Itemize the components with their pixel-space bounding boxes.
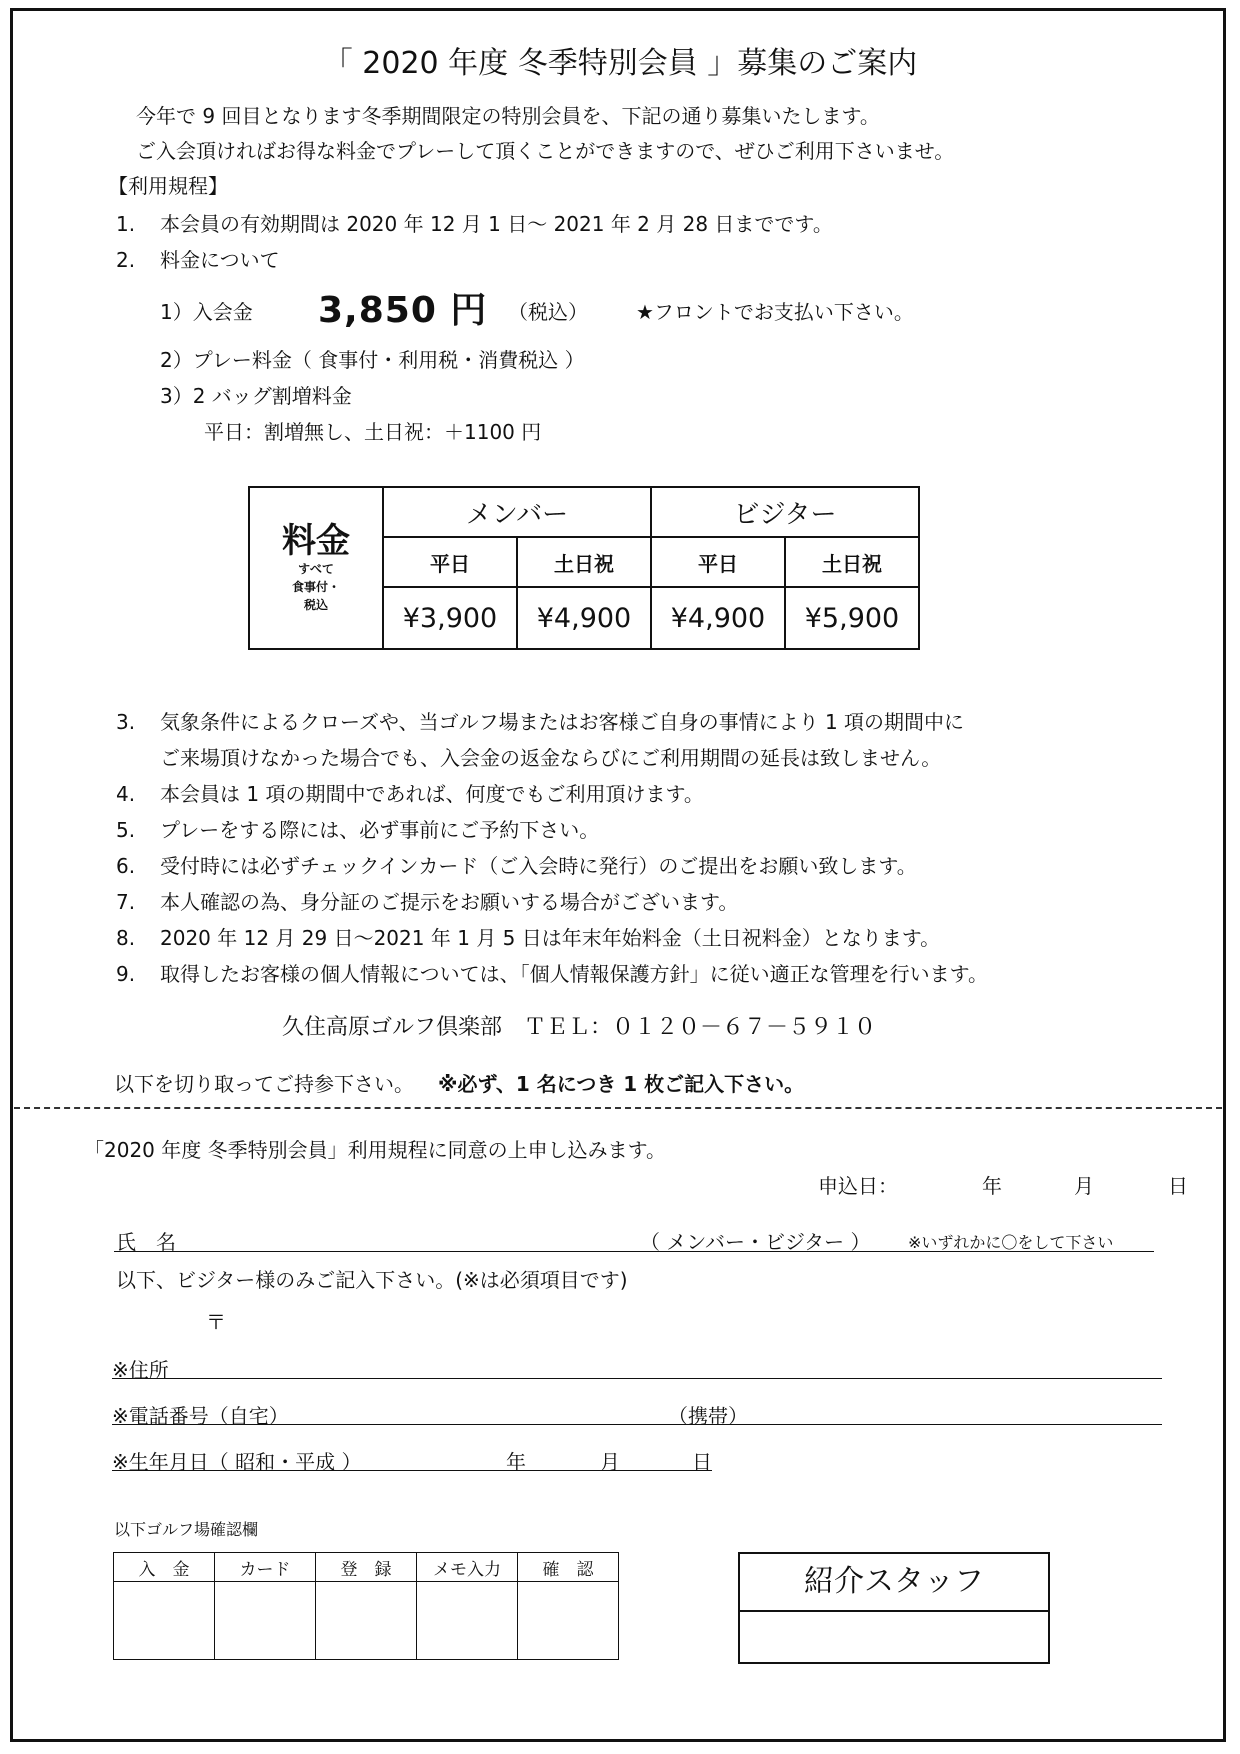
confirm-cell[interactable]	[114, 1582, 215, 1660]
rule-7	[116, 886, 738, 915]
address-underline[interactable]	[112, 1378, 1162, 1379]
confirm-col-memo: メモ入力	[417, 1553, 518, 1582]
entry-fee-label: 1）入会金	[160, 300, 253, 324]
rule-3-line-2: ご来場頂けなかった場合でも、入会金の返金ならびにご利用期間の延長は致しません。	[160, 746, 942, 770]
postal-mark: 〒	[206, 1310, 226, 1334]
phone-home-label: ※電話番号（自宅）	[112, 1404, 289, 1428]
confirm-col-card: カード	[215, 1553, 316, 1582]
birth-month: 月	[600, 1450, 620, 1474]
confirm-area-label: 以下ゴルフ場確認欄	[114, 1520, 259, 1539]
visitor-weekend-price: ¥5,900	[785, 587, 919, 649]
rule-number: 7.	[116, 890, 136, 914]
name-label: 氏 名	[116, 1230, 176, 1254]
visitor-header: ビジター	[651, 487, 919, 537]
fee-label-sub-1: すべて	[298, 562, 334, 576]
phone-underline[interactable]	[112, 1424, 1162, 1425]
rule-text: 受付時には必ずチェックインカード（ご入会時に発行）のご提出をお願い致します。	[160, 854, 917, 878]
member-weekday-price: ¥3,900	[383, 587, 517, 649]
confirm-cell[interactable]	[215, 1582, 316, 1660]
member-header: メンバー	[383, 487, 651, 537]
member-type-choice: （ メンバー・ビジター ）	[640, 1230, 871, 1254]
rule-text: プレーをする際には、必ず事前にご予約下さい。	[160, 818, 600, 842]
rule-9	[116, 958, 988, 987]
apply-date-label: 申込日：	[818, 1174, 898, 1198]
fee-label-sub-2: 食事付・	[291, 580, 340, 594]
bag-fee-label: 3）2 バッグ割増料金	[160, 384, 352, 408]
rule-text: 本会員は 1 項の期間中であれば、何度でもご利用頂けます。	[160, 782, 704, 806]
entry-fee-note: ★フロントでお支払い下さい。	[636, 300, 914, 324]
member-weekend-price: ¥4,900	[517, 587, 651, 649]
rule-text: 料金について	[160, 248, 280, 272]
rule-3	[116, 706, 964, 735]
name-underline[interactable]	[114, 1251, 1154, 1252]
rule-5	[116, 814, 599, 843]
rule-text: 本人確認の為、身分証のご提示をお願いする場合がございます。	[160, 890, 739, 914]
visitor-weekday-header: 平日	[651, 537, 785, 587]
address-label: ※住所	[112, 1358, 169, 1382]
cut-note-bold: ※必ず、1 名につき 1 枚ご記入下さい。	[438, 1072, 805, 1096]
contact-line: 久住高原ゴルフ倶楽部 ＴＥＬ：０１２０－６７－５９１０	[282, 1015, 877, 1040]
fee-label-main: 料金	[282, 521, 350, 561]
rule-text: 本会員の有効期間は 2020 年 12 月 1 日〜 2021 年 2 月 28 日までです。	[160, 212, 833, 236]
form-agree-text: 「2020 年度 冬季特別会員」利用規程に同意の上申し込みます。	[84, 1138, 667, 1162]
intro-line-1: 今年で 9 回目となります冬季期間限定の特別会員を、下記の通り募集いたします。	[136, 104, 880, 128]
rule-6	[116, 850, 917, 879]
rule-4	[116, 778, 704, 807]
rule-text: 取得したお客様の個人情報については、「個人情報保護方針」に従い適正な管理を行います。	[160, 962, 988, 986]
confirm-cell[interactable]	[417, 1582, 518, 1660]
confirm-col-register: 登 録	[316, 1553, 417, 1582]
rules-heading: 【利用規程】	[108, 174, 228, 198]
page-title: 「 2020 年度 冬季特別会員 」募集のご案内	[322, 46, 918, 81]
cut-line	[14, 1107, 1222, 1109]
visitor-weekend-header: 土日祝	[785, 537, 919, 587]
confirm-cell[interactable]	[518, 1582, 619, 1660]
apply-date-month: 月	[1074, 1174, 1094, 1198]
member-weekend-header: 土日祝	[517, 537, 651, 587]
apply-date-day: 日	[1168, 1174, 1188, 1198]
birth-day: 日	[692, 1450, 712, 1474]
birth-year: 年	[506, 1450, 526, 1474]
rule-number: 3.	[116, 710, 136, 734]
fee-table-label	[249, 487, 383, 649]
rule-number: 5.	[116, 818, 136, 842]
visitor-weekday-price: ¥4,900	[651, 587, 785, 649]
play-fee-label: 2）プレー料金（ 食事付・利用税・消費税込 ）	[160, 348, 585, 372]
staff-label: 紹介スタッフ	[740, 1554, 1048, 1612]
cut-note	[114, 1068, 804, 1097]
fee-table	[248, 486, 920, 650]
confirm-cell[interactable]	[316, 1582, 417, 1660]
phone-mobile-label: （携帯）	[668, 1404, 748, 1428]
rule-number: 1.	[116, 212, 136, 236]
confirm-col-payment: 入 金	[114, 1553, 215, 1582]
staff-entry-cell[interactable]	[740, 1612, 1048, 1664]
fee-label-sub-3: 税込	[303, 598, 328, 612]
rule-1	[116, 208, 833, 237]
rule-text: 気象条件によるクローズや、当ゴルフ場またはお客様ご自身の事情により 1 項の期間中に	[160, 710, 965, 734]
entry-fee-tax: （税込）	[508, 300, 588, 324]
confirm-table	[113, 1552, 619, 1660]
birth-label: ※生年月日（ 昭和・平成 ）	[112, 1450, 362, 1474]
member-weekday-header: 平日	[383, 537, 517, 587]
apply-date-year: 年	[982, 1174, 1002, 1198]
rule-number: 6.	[116, 854, 136, 878]
bag-fee-detail: 平日：割増無し、土日祝：＋1100 円	[204, 420, 542, 444]
confirm-col-check: 確 認	[518, 1553, 619, 1582]
entry-fee-price: 3,850 円	[318, 290, 488, 331]
member-type-note: ※いずれかに〇をして下さい	[908, 1233, 1114, 1252]
rule-number: 4.	[116, 782, 136, 806]
staff-box	[738, 1552, 1050, 1664]
rule-number: 2.	[116, 248, 136, 272]
visitor-only-note: 以下、ビジター様のみご記入下さい。(※は必須項目です)	[116, 1268, 628, 1292]
rule-text: 2020 年 12 月 29 日〜2021 年 1 月 5 日は年末年始料金（土日祝料金）となります。	[160, 926, 941, 950]
rule-8	[116, 922, 940, 951]
cut-note-text: 以下を切り取ってご持参下さい。	[114, 1072, 414, 1096]
intro-line-2: ご入会頂ければお得な料金でプレーして頂くことができますので、ぜひご利用下さいませ。	[136, 139, 955, 163]
rule-2	[116, 244, 280, 273]
rule-number: 9.	[116, 962, 136, 986]
rule-number: 8.	[116, 926, 136, 950]
birth-underline[interactable]	[112, 1470, 712, 1471]
